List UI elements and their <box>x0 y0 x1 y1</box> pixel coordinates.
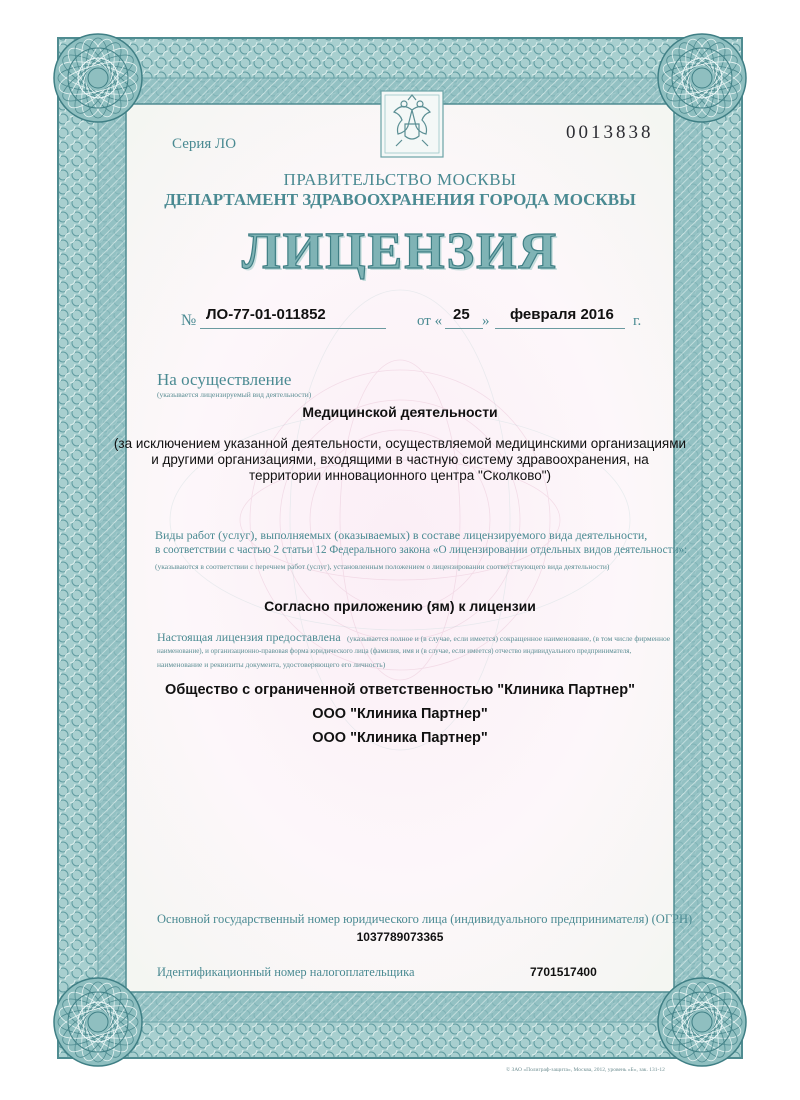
holder-full-name: Общество с ограниченной ответственностью "Клиника Партнер" <box>165 682 635 698</box>
date-year-suffix: г. <box>633 313 642 329</box>
exclusion-line: (за исключением указанной деятельности, осуществляемой медицинскими организациями <box>113 436 687 451</box>
guilloche-rosette-icon <box>658 34 746 122</box>
holder-brand-name: ООО "Клиника Партнер" <box>312 730 488 746</box>
works-value: Согласно приложению (ям) к лицензии <box>264 598 536 614</box>
ogrn-value: 1037789073365 <box>356 930 444 944</box>
form-number: 0013838 <box>566 122 654 143</box>
granted-hint: наименование и реквизиты документа, удостоверяющего его личность) <box>157 660 386 669</box>
activity-hint: (указывается лицензируемый вид деятельности) <box>157 390 312 399</box>
works-hint: (указываются в соответствии с перечнем работ (услуг), установленным положением о лицензировании соответствующего вида деятельности) <box>155 562 610 571</box>
inn-label: Идентификационный номер налогоплательщика <box>157 965 415 979</box>
series-label: Серия ЛО <box>172 136 237 152</box>
activity-label: На осуществление <box>157 370 292 389</box>
date-from-label: от « <box>417 313 443 329</box>
coat-of-arms-icon <box>381 91 443 157</box>
exclusion-line: территории инновационного центра "Сколково") <box>248 468 552 483</box>
date-quote-close: » <box>482 313 490 329</box>
works-label-line: Виды работ (услуг), выполняемых (оказываемых) в составе лицензируемого вида деятельности, <box>155 528 648 542</box>
inn-value: 7701517400 <box>530 965 597 979</box>
number-underline <box>200 328 386 329</box>
guilloche-rosette-icon <box>54 34 142 122</box>
exclusion-line: и другими организациями, входящими в частную систему здравоохранения, на <box>151 452 649 467</box>
day-underline <box>445 328 483 329</box>
ogrn-label: Основной государственный номер юридического лица (индивидуального предпринимателя) (ОГРН) <box>157 912 693 926</box>
holder-short-name: ООО "Клиника Партнер" <box>312 706 488 722</box>
granted-hint: (указывается полное и (в случае, если имеется) сокращенное наименование, (в том числе фирменное <box>347 634 671 643</box>
authority-name: ПРАВИТЕЛЬСТВО МОСКВЫ <box>283 170 517 189</box>
guilloche-rosette-icon <box>54 978 142 1066</box>
document-title: ЛИЦЕНЗИЯ <box>241 223 559 280</box>
number-sign: № <box>181 312 197 329</box>
works-label-line: в соответствии с частью 2 статьи 12 Федерального закона «О лицензировании отдельных видов деятельности»: <box>155 544 688 556</box>
license-number: ЛО-77-01-011852 <box>206 306 326 323</box>
printer-imprint: © ЗАО «Полиграф-защита», Москва, 2012, уровень «Б», зак. 131-12 <box>506 1067 665 1073</box>
guilloche-rosette-icon <box>658 978 746 1066</box>
granted-label: Настоящая лицензия предоставлена <box>157 630 341 644</box>
date-day: 25 <box>453 306 470 323</box>
date-month-year: февраля 2016 <box>510 306 614 323</box>
granted-hint: наименование), и организационно-правовая форма юридического лица (фамилия, имя и (в случае, если имеется) отчество индивидуального предпринимателя, <box>157 647 632 655</box>
month-underline <box>495 328 625 329</box>
activity-value: Медицинской деятельности <box>302 404 498 420</box>
department-name: ДЕПАРТАМЕНТ ЗДРАВООХРАНЕНИЯ ГОРОДА МОСКВЫ <box>164 190 636 209</box>
